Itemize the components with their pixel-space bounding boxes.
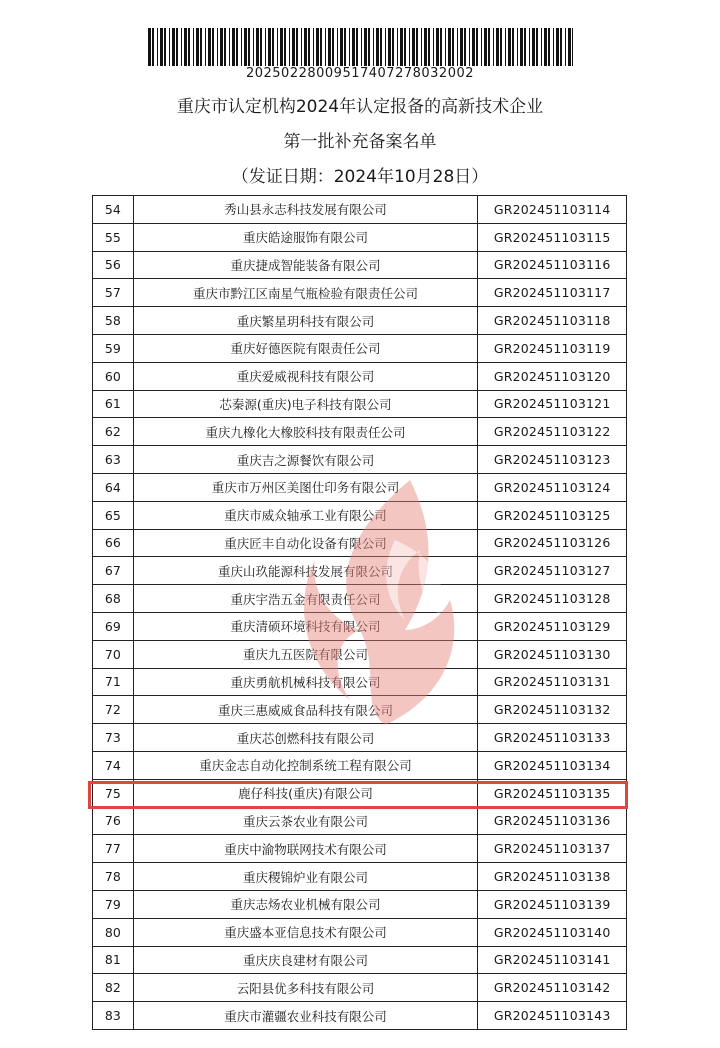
barcode-bar: [196, 28, 199, 66]
row-number: 58: [93, 307, 134, 335]
table-row: [93, 640, 627, 668]
barcode-bar: [436, 28, 439, 66]
barcode-bar: [352, 28, 355, 66]
company-name: 重庆中渝物联网技术有限公司: [133, 835, 478, 863]
barcode-bar: [553, 28, 554, 66]
barcode-bar: [464, 28, 466, 66]
barcode-bar: [157, 28, 158, 66]
barcode-bar: [517, 28, 518, 66]
barcode-bar: [529, 28, 530, 66]
company-name: 重庆吉之源餐饮有限公司: [133, 446, 478, 474]
company-name: 云阳县优多科技有限公司: [133, 974, 478, 1002]
table-row: [93, 446, 627, 474]
row-number: 68: [93, 585, 134, 613]
barcode-bar: [284, 28, 286, 66]
table-row: [93, 251, 627, 279]
barcode-bar: [572, 28, 573, 66]
row-number: 71: [93, 668, 134, 696]
barcode-bar: [148, 28, 151, 66]
company-name: 重庆芯创燃科技有限公司: [133, 724, 478, 752]
barcode-bar: [325, 28, 326, 66]
row-number: 62: [93, 418, 134, 446]
barcode-bar: [493, 28, 494, 66]
barcode-bar: [232, 28, 235, 66]
certificate-code: GR202451103140: [478, 918, 627, 946]
barcode-bar: [476, 28, 478, 66]
barcode-bar: [400, 28, 403, 66]
certificate-code: GR202451103141: [478, 946, 627, 974]
barcode-bar: [241, 28, 242, 66]
document-subtitle: 第一批补充备案名单: [283, 132, 437, 152]
barcode-bar: [272, 28, 274, 66]
row-number: 67: [93, 557, 134, 585]
barcode-bar: [296, 28, 298, 66]
barcode-number: 20250228009517407278032002: [245, 66, 475, 81]
company-name: 重庆好德医院有限责任公司: [133, 334, 478, 362]
issue-date: （发证日期：2024年10月28日）: [231, 167, 489, 187]
barcode-bar: [524, 28, 526, 66]
barcode-bar: [193, 28, 194, 66]
barcode-bar: [164, 28, 166, 66]
row-number: 73: [93, 724, 134, 752]
table-row: [93, 362, 627, 390]
table-row: [93, 835, 627, 863]
barcode-bar: [361, 28, 362, 66]
row-number: 64: [93, 473, 134, 501]
certificate-code: GR202451103129: [478, 612, 627, 640]
certificate-code: GR202451103130: [478, 640, 627, 668]
row-number: 54: [93, 196, 134, 224]
company-name: 重庆山玖能源科技发展有限公司: [133, 557, 478, 585]
enterprise-table: [92, 195, 627, 1030]
certificate-code: GR202451103143: [478, 1002, 627, 1030]
barcode-bar: [460, 28, 463, 66]
table-row: [93, 279, 627, 307]
row-number: 78: [93, 863, 134, 891]
barcode-bar: [253, 28, 254, 66]
barcode-bar: [205, 28, 206, 66]
table-row: [93, 501, 627, 529]
barcode-bar: [160, 28, 163, 66]
row-number: 77: [93, 835, 134, 863]
row-number: 59: [93, 334, 134, 362]
table-row: [93, 724, 627, 752]
barcode-bar: [332, 28, 334, 66]
certificate-code: GR202451103139: [478, 890, 627, 918]
table-row: [93, 557, 627, 585]
certificate-code: GR202451103137: [478, 835, 627, 863]
barcode-bar: [208, 28, 211, 66]
certificate-code: GR202451103122: [478, 418, 627, 446]
row-number: 66: [93, 529, 134, 557]
row-number: 81: [93, 946, 134, 974]
table-row: [93, 585, 627, 613]
company-name: 秀山县永志科技发展有限公司: [133, 196, 478, 224]
barcode-bar: [412, 28, 415, 66]
company-name: 重庆志炀农业机械有限公司: [133, 890, 478, 918]
certificate-code: GR202451103142: [478, 974, 627, 1002]
barcode-bar: [217, 28, 218, 66]
row-number: 80: [93, 918, 134, 946]
company-name: 重庆市灌疆农业科技有限公司: [133, 1002, 478, 1030]
row-number: 60: [93, 362, 134, 390]
table-row: [93, 196, 627, 224]
company-name: 重庆九五医院有限公司: [133, 640, 478, 668]
barcode: [148, 28, 573, 66]
barcode-bar: [308, 28, 310, 66]
barcode-bar: [244, 28, 247, 66]
barcode-bar: [364, 28, 367, 66]
company-name: 重庆市万州区美图仕印务有限公司: [133, 473, 478, 501]
barcode-bar: [320, 28, 322, 66]
table-row: [93, 779, 627, 807]
barcode-bar: [277, 28, 278, 66]
barcode-bar: [565, 28, 566, 66]
row-number: 79: [93, 890, 134, 918]
company-name: 重庆繁星玥科技有限公司: [133, 307, 478, 335]
certificate-code: GR202451103119: [478, 334, 627, 362]
barcode-bar: [416, 28, 418, 66]
table-row: [93, 807, 627, 835]
barcode-bar: [316, 28, 319, 66]
certificate-code: GR202451103115: [478, 223, 627, 251]
barcode-bar: [532, 28, 535, 66]
row-number: 65: [93, 501, 134, 529]
row-number: 61: [93, 390, 134, 418]
barcode-bar: [265, 28, 266, 66]
table-row: [93, 307, 627, 335]
certificate-code: GR202451103133: [478, 724, 627, 752]
barcode-bar: [349, 28, 350, 66]
barcode-bar: [433, 28, 434, 66]
company-name: 重庆云茶农业有限公司: [133, 807, 478, 835]
barcode-bar: [224, 28, 226, 66]
company-name: 重庆清硕环境科技有限公司: [133, 612, 478, 640]
company-name: 重庆宇浩五金有限责任公司: [133, 585, 478, 613]
barcode-bar: [440, 28, 442, 66]
company-name: 重庆稷锦炉业有限公司: [133, 863, 478, 891]
certificate-code: GR202451103124: [478, 473, 627, 501]
company-name: 重庆市威众轴承工业有限公司: [133, 501, 478, 529]
certificate-code: GR202451103117: [478, 279, 627, 307]
document-title: 重庆市认定机构2024年认定报备的高新技术企业: [176, 97, 544, 117]
barcode-bar: [452, 28, 454, 66]
company-name: 重庆爱威视科技有限公司: [133, 362, 478, 390]
barcode-bar: [541, 28, 542, 66]
barcode-bar: [172, 28, 175, 66]
table-row: [93, 418, 627, 446]
company-name: 重庆九橡化大橡胶科技有限责任公司: [133, 418, 478, 446]
certificate-code: GR202451103123: [478, 446, 627, 474]
barcode-bar: [344, 28, 346, 66]
barcode-bar: [184, 28, 187, 66]
barcode-bar: [376, 28, 379, 66]
certificate-code: GR202451103121: [478, 390, 627, 418]
barcode-bar: [328, 28, 331, 66]
barcode-bar: [428, 28, 430, 66]
certificate-code: GR202451103132: [478, 696, 627, 724]
company-name: 鹿仔科技(重庆)有限公司: [133, 779, 478, 807]
table-row: [93, 974, 627, 1002]
table-row: [93, 223, 627, 251]
table-row: [93, 751, 627, 779]
certificate-code: GR202451103127: [478, 557, 627, 585]
certificate-code: GR202451103120: [478, 362, 627, 390]
certificate-code: GR202451103126: [478, 529, 627, 557]
row-number: 55: [93, 223, 134, 251]
certificate-code: GR202451103138: [478, 863, 627, 891]
barcode-bar: [380, 28, 382, 66]
barcode-bar: [392, 28, 394, 66]
barcode-bar: [488, 28, 490, 66]
barcode-bar: [481, 28, 482, 66]
certificate-code: GR202451103134: [478, 751, 627, 779]
table-row: [93, 696, 627, 724]
barcode-bar: [301, 28, 302, 66]
barcode-bar: [457, 28, 458, 66]
barcode-bar: [556, 28, 559, 66]
barcode-bar: [421, 28, 422, 66]
row-number: 75: [93, 779, 134, 807]
barcode-bar: [536, 28, 538, 66]
barcode-bar: [340, 28, 343, 66]
row-number: 70: [93, 640, 134, 668]
company-name: 重庆匠丰自动化设备有限公司: [133, 529, 478, 557]
barcode-bar: [260, 28, 262, 66]
barcode-bar: [212, 28, 214, 66]
barcode-bar: [200, 28, 202, 66]
barcode-bar: [256, 28, 259, 66]
table-row: [93, 1002, 627, 1030]
barcode-bar: [236, 28, 238, 66]
company-name: 重庆金志自动化控制系统工程有限公司: [133, 751, 478, 779]
barcode-bar: [220, 28, 223, 66]
barcode-bar: [448, 28, 451, 66]
row-number: 82: [93, 974, 134, 1002]
barcode-bar: [404, 28, 406, 66]
certificate-code: GR202451103116: [478, 251, 627, 279]
barcode-bar: [388, 28, 391, 66]
barcode-bar: [368, 28, 370, 66]
barcode-bar: [520, 28, 523, 66]
certificate-code: GR202451103114: [478, 196, 627, 224]
certificate-code: GR202451103128: [478, 585, 627, 613]
table-row: [93, 668, 627, 696]
barcode-bar: [268, 28, 271, 66]
barcode-bar: [548, 28, 550, 66]
row-number: 74: [93, 751, 134, 779]
barcode-bar: [560, 28, 562, 66]
table-row: [93, 890, 627, 918]
table-row: [93, 529, 627, 557]
barcode-bar: [469, 28, 470, 66]
barcode-bar: [229, 28, 230, 66]
row-number: 57: [93, 279, 134, 307]
barcode-bar: [496, 28, 499, 66]
barcode-bar: [424, 28, 427, 66]
barcode-bar: [188, 28, 190, 66]
row-number: 83: [93, 1002, 134, 1030]
barcode-bar: [169, 28, 170, 66]
certificate-code: GR202451103131: [478, 668, 627, 696]
company-name: 重庆市黔江区南星气瓶检验有限责任公司: [133, 279, 478, 307]
row-number: 56: [93, 251, 134, 279]
barcode-bar: [568, 28, 571, 66]
table-row: [93, 473, 627, 501]
certificate-code: GR202451103135: [478, 779, 627, 807]
table-row: [93, 390, 627, 418]
barcode-bar: [373, 28, 374, 66]
table-row: [93, 946, 627, 974]
row-number: 63: [93, 446, 134, 474]
certificate-code: GR202451103125: [478, 501, 627, 529]
barcode-bar: [505, 28, 506, 66]
row-number: 76: [93, 807, 134, 835]
company-name: 重庆皓途服饰有限公司: [133, 223, 478, 251]
barcode-bar: [289, 28, 290, 66]
company-name: 重庆勇航机械科技有限公司: [133, 668, 478, 696]
barcode-bar: [512, 28, 514, 66]
barcode-bar: [385, 28, 386, 66]
barcode-bar: [508, 28, 511, 66]
barcode-bar: [248, 28, 250, 66]
barcode-bar: [484, 28, 487, 66]
barcode-bar: [445, 28, 446, 66]
table-row: [93, 612, 627, 640]
barcode-bar: [409, 28, 410, 66]
row-number: 69: [93, 612, 134, 640]
table-row: [93, 334, 627, 362]
barcode-bar: [304, 28, 307, 66]
company-name: 重庆三惠威威食品科技有限公司: [133, 696, 478, 724]
row-number: 72: [93, 696, 134, 724]
barcode-bar: [313, 28, 314, 66]
table-row: [93, 918, 627, 946]
company-name: 重庆庆良建材有限公司: [133, 946, 478, 974]
barcode-bar: [544, 28, 547, 66]
barcode-bar: [500, 28, 502, 66]
table-row: [93, 863, 627, 891]
barcode-bar: [181, 28, 182, 66]
barcode-bar: [337, 28, 338, 66]
barcode-bar: [176, 28, 178, 66]
barcode-bar: [292, 28, 295, 66]
barcode-bar: [472, 28, 475, 66]
company-name: 重庆盛本亚信息技术有限公司: [133, 918, 478, 946]
certificate-code: GR202451103136: [478, 807, 627, 835]
barcode-bar: [356, 28, 358, 66]
company-name: 芯秦源(重庆)电子科技有限公司: [133, 390, 478, 418]
company-name: 重庆捷成智能装备有限公司: [133, 251, 478, 279]
barcode-bar: [152, 28, 154, 66]
barcode-bar: [280, 28, 283, 66]
barcode-bar: [397, 28, 398, 66]
certificate-code: GR202451103118: [478, 307, 627, 335]
